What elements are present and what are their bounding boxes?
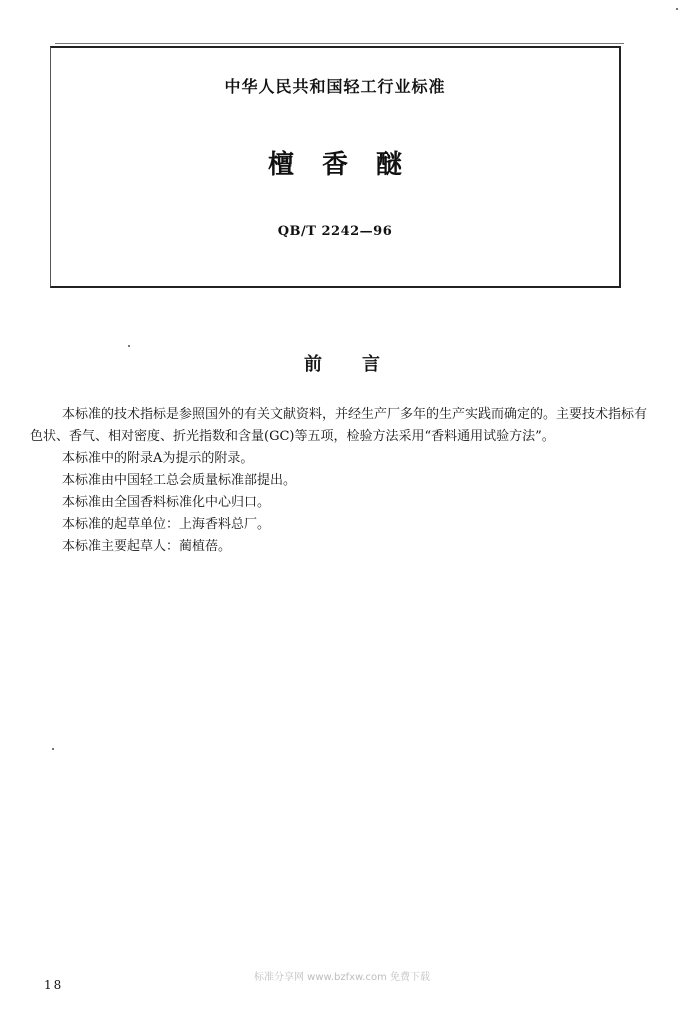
foreword-body xyxy=(30,404,658,558)
standard-title: 檀香醚 xyxy=(267,150,430,180)
issuer-heading: 中华人民共和国轻工行业标准 xyxy=(224,77,446,96)
page-number: 18 xyxy=(44,978,64,992)
foreword-paragraph: 本标准的起草单位：上海香料总厂。 xyxy=(62,517,271,532)
foreword-paragraph: 本标准由中国轻工总会质量标准部提出。 xyxy=(62,473,297,488)
foreword-paragraph: 本标准主要起草人：蔺植蓓。 xyxy=(62,539,232,554)
scan-speck xyxy=(676,8,678,10)
standard-code: QB/T 2242—96 xyxy=(277,224,393,239)
foreword-paragraph: 本标准中的附录A为提示的附录。 xyxy=(62,451,254,466)
scan-speck xyxy=(52,748,54,750)
foreword-paragraph: 本标准的技术指标是参照国外的有关文献资料，并经生产厂多年的生产实践而确定的。主要技术指标有色状、香气、相对密度、折光指数和含量(GC)等五项，检验方法采用“香料通用试验方法”。 xyxy=(30,407,648,444)
watermark: 标准分享网 www.bzfxw.com 免费下载 xyxy=(254,972,430,983)
scan-speck xyxy=(128,345,130,347)
foreword-paragraph: 本标准由全国香料标准化中心归口。 xyxy=(62,495,271,510)
foreword-heading: 前言 xyxy=(304,354,420,375)
cover-frame xyxy=(50,46,621,288)
